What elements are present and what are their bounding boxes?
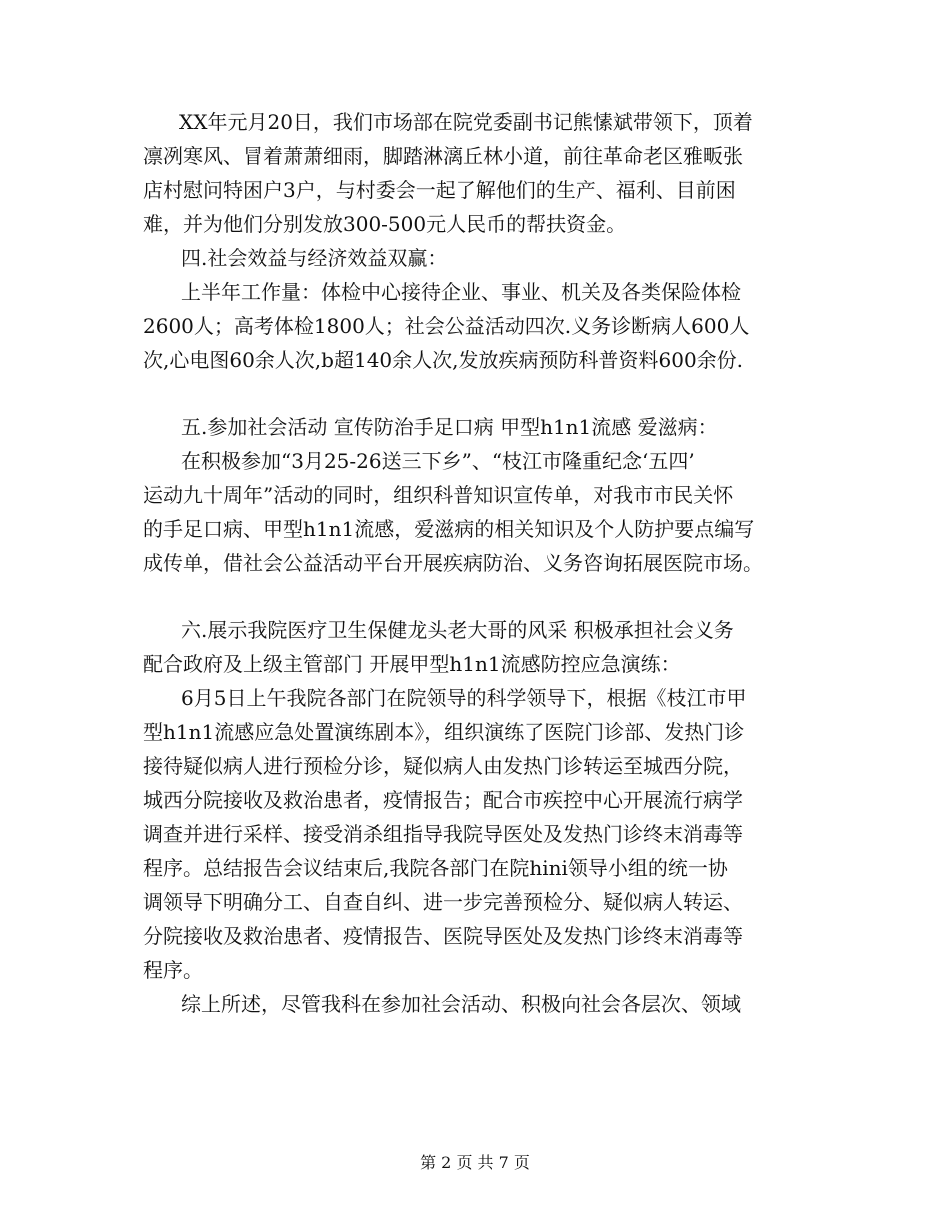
text-line: 城西分院接收及救治患者，疫情报告；配合市疾控中心开展流行病学: [143, 788, 743, 812]
text-line: 型h1n1流感应急处置演练剧本》，组织演练了医院门诊部、发热门诊: [143, 720, 745, 744]
text-line: XX年元月20日，我们市场部在院党委副书记熊愫斌带领下，顶着: [179, 110, 753, 134]
page-number-footer: 第 2 页 共 7 页: [420, 1153, 530, 1172]
text-line: 运动九十周年”活动的同时，组织科普知识宣传单，对我市市民关怀: [143, 483, 734, 507]
text-line: 成传单，借社会公益活动平台开展疾病防治、义务咨询拓展医院市场。: [143, 551, 763, 575]
text-line: 分院接收及救治患者、疫情报告、医院导医处及发热门诊终末消毒等: [143, 924, 743, 948]
text-line: 调查并进行采样、接受消杀组指导我院导医处及发热门诊终末消毒等: [143, 822, 743, 846]
text-line: 程序。: [143, 958, 203, 982]
text-line: 凛冽寒风、冒着萧萧细雨，脚踏淋漓丘林小道，前往革命老区雅畈张: [143, 144, 743, 168]
text-line: 2600人；高考体检1800人；社会公益活动四次.义务诊断病人600人: [143, 314, 750, 338]
text-line: 接待疑似病人进行预检分诊，疑似病人由发热门诊转运至城西分院，: [143, 754, 743, 778]
text-line: 程序。总结报告会议结束后,我院各部门在院hini领导小组的统一协: [143, 856, 728, 880]
section-heading: 六.展示我院医疗卫生保健龙头老大哥的风采 积极承担社会义务: [181, 618, 734, 642]
text-line: 次,心电图60余人次,b超140余人次,发放疾病预防科普资料600余份.: [143, 348, 744, 372]
text-line: 难，并为他们分别发放300-500元人民币的帮扶资金。: [143, 212, 627, 236]
section-heading: 四.社会效益与经济效益双赢：: [181, 246, 448, 270]
text-line: 上半年工作量：体检中心接待企业、事业、机关及各类保险体检: [181, 280, 741, 304]
text-line: 调领导下明确分工、自查自纠、进一步完善预检分、疑似病人转运、: [143, 890, 743, 914]
section-heading: 配合政府及上级主管部门 开展甲型h1n1流感防控应急演练：: [143, 652, 681, 676]
text-line: 综上所述，尽管我科在参加社会活动、积极向社会各层次、领域: [181, 992, 741, 1016]
text-line: 的手足口病、甲型h1n1流感，爱滋病的相关知识及个人防护要点编写: [143, 517, 755, 541]
text-line: 店村慰问特困户3户，与村委会一起了解他们的生产、福利、目前困: [143, 178, 736, 202]
text-line: 6月5日上午我院各部门在院领导的科学领导下，根据《枝江市甲: [181, 686, 747, 710]
section-heading: 五.参加社会活动 宣传防治手足口病 甲型h1n1流感 爱滋病：: [181, 415, 718, 439]
text-line: 在积极参加“3月25-26送三下乡”、“枝江市隆重纪念‘五四’: [181, 449, 695, 473]
